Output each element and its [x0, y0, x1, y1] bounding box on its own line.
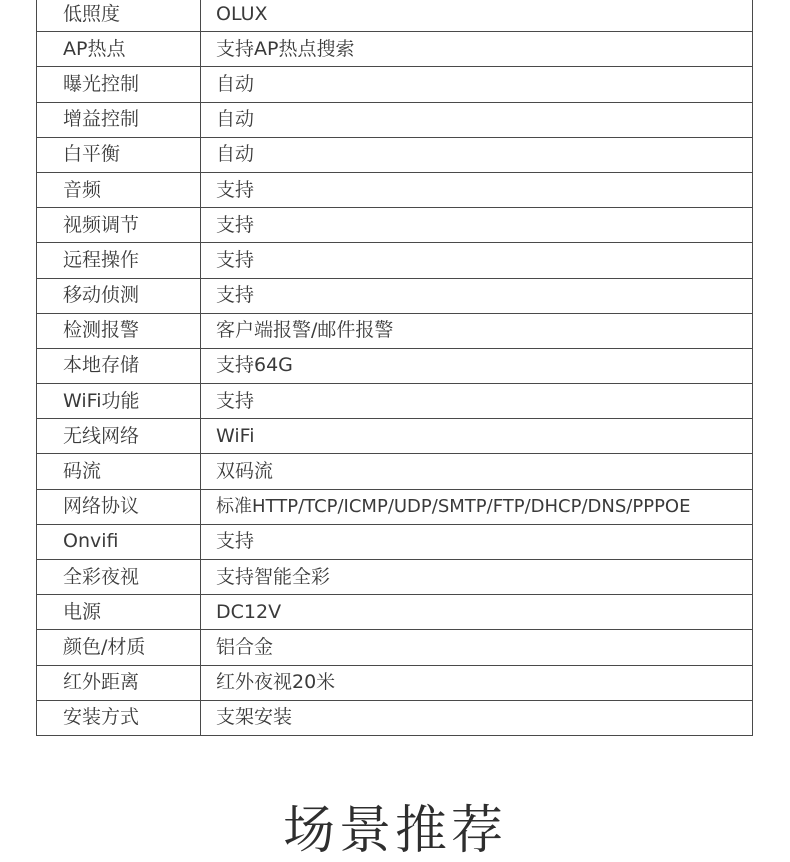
- spec-value: 支持: [201, 384, 753, 419]
- spec-value: 红外夜视20米: [201, 665, 753, 700]
- spec-label: 低照度: [37, 0, 201, 32]
- table-row: [37, 102, 753, 137]
- spec-table-body: [37, 0, 753, 735]
- spec-value: 铝合金: [201, 630, 753, 665]
- spec-label: 视频调节: [37, 208, 201, 243]
- spec-value: 自动: [201, 137, 753, 172]
- spec-value: 支持智能全彩: [201, 560, 753, 595]
- spec-label: 检测报警: [37, 313, 201, 348]
- table-row: [37, 489, 753, 524]
- table-row: [37, 32, 753, 67]
- spec-label: 白平衡: [37, 137, 201, 172]
- table-row: [37, 172, 753, 207]
- spec-label: Onvifi: [37, 524, 201, 559]
- spec-label: 远程操作: [37, 243, 201, 278]
- table-row: [37, 137, 753, 172]
- table-row: [37, 243, 753, 278]
- spec-value: 支持AP热点搜索: [201, 32, 753, 67]
- table-row: [37, 700, 753, 735]
- spec-label: 颜色/材质: [37, 630, 201, 665]
- table-row: [37, 595, 753, 630]
- table-row: [37, 665, 753, 700]
- table-row: [37, 419, 753, 454]
- spec-label: 移动侦测: [37, 278, 201, 313]
- spec-value: 客户端报警/邮件报警: [201, 313, 753, 348]
- spec-value: 支架安装: [201, 700, 753, 735]
- spec-label: 曝光控制: [37, 67, 201, 102]
- spec-label: WiFi功能: [37, 384, 201, 419]
- spec-value: 标准HTTP/TCP/ICMP/UDP/SMTP/FTP/DHCP/DNS/PPPOE: [201, 489, 753, 524]
- spec-value: 自动: [201, 102, 753, 137]
- spec-label: 网络协议: [37, 489, 201, 524]
- table-row: [37, 524, 753, 559]
- spec-label: 红外距离: [37, 665, 201, 700]
- spec-label: AP热点: [37, 32, 201, 67]
- spec-value: 支持: [201, 524, 753, 559]
- table-row: [37, 0, 753, 32]
- spec-label: 音频: [37, 172, 201, 207]
- spec-value: 支持64G: [201, 348, 753, 383]
- spec-value: 支持: [201, 172, 753, 207]
- spec-value: 支持: [201, 243, 753, 278]
- table-row: [37, 278, 753, 313]
- table-row: [37, 454, 753, 489]
- spec-table: [36, 0, 753, 736]
- spec-value: DC12V: [201, 595, 753, 630]
- table-row: [37, 67, 753, 102]
- spec-label: 安装方式: [37, 700, 201, 735]
- spec-label: 无线网络: [37, 419, 201, 454]
- spec-value: WiFi: [201, 419, 753, 454]
- table-row: [37, 630, 753, 665]
- spec-value: 支持: [201, 278, 753, 313]
- spec-label: 电源: [37, 595, 201, 630]
- table-row: [37, 560, 753, 595]
- spec-label: 本地存储: [37, 348, 201, 383]
- spec-value: 支持: [201, 208, 753, 243]
- spec-label: 增益控制: [37, 102, 201, 137]
- spec-value: OLUX: [201, 0, 753, 32]
- spec-label: 全彩夜视: [37, 560, 201, 595]
- table-row: [37, 348, 753, 383]
- table-row: [37, 384, 753, 419]
- spec-value: 自动: [201, 67, 753, 102]
- spec-label: 码流: [37, 454, 201, 489]
- table-row: [37, 313, 753, 348]
- table-row: [37, 208, 753, 243]
- spec-value: 双码流: [201, 454, 753, 489]
- section-title: 场景推荐: [282, 801, 507, 861]
